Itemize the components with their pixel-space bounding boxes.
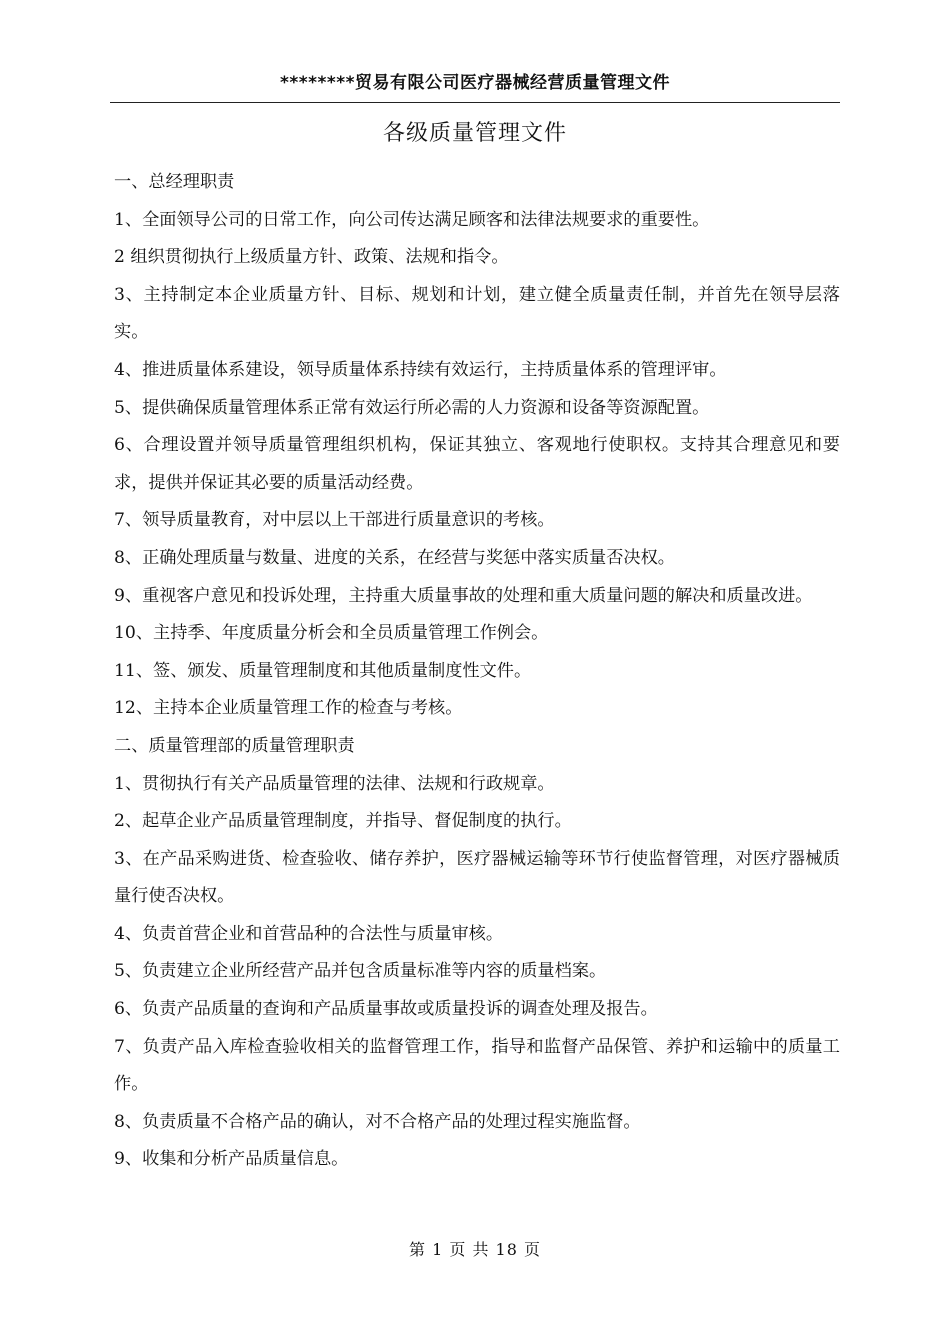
paragraph: 8、负责质量不合格产品的确认，对不合格产品的处理过程实施监督。 <box>114 1111 641 1132</box>
paragraph: 11、签、颁发、质量管理制度和其他质量制度性文件。 <box>114 660 532 681</box>
paragraph: 8、正确处理质量与数量、进度的关系，在经营与奖惩中落实质量否决权。 <box>114 547 675 568</box>
paragraph: 3、在产品采购进货、检查验收、储存养护，医疗器械运输等环节行使监督管理，对医疗器械质量行使否决权。 <box>114 848 840 907</box>
section-heading-quality-department: 二、质量管理部的质量管理职责 <box>114 735 355 756</box>
paragraph: 7、领导质量教育，对中层以上干部进行质量意识的考核。 <box>114 510 555 531</box>
paragraph: 12、主持本企业质量管理工作的检查与考核。 <box>114 698 463 719</box>
paragraph: 2 组织贯彻执行上级质量方针、政策、法规和指令。 <box>114 247 509 268</box>
paragraph: 9、重视客户意见和投诉处理，主持重大质量事故的处理和重大质量问题的解决和质量改进。 <box>114 585 813 606</box>
paragraph: 6、合理设置并领导质量管理组织机构，保证其独立、客观地行使职权。支持其合理意见和要求，提供并保证其必要的质量活动经费。 <box>114 435 840 493</box>
paragraph: 7、负责产品入库检查验收相关的监督管理工作，指导和监督产品保管、养护和运输中的质量工作。 <box>114 1036 840 1095</box>
paragraph: 10、主持季、年度质量分析会和全员质量管理工作例会。 <box>114 623 549 644</box>
paragraph: 4、负责首营企业和首营品种的合法性与质量审核。 <box>114 923 504 944</box>
document-body <box>114 164 840 1179</box>
paragraph: 3、主持制定本企业质量方针、目标、规划和计划，建立健全质量责任制，并首先在领导层落实。 <box>114 284 840 343</box>
page-number-footer: 第 1 页 共 18 页 <box>409 1240 541 1259</box>
paragraph: 5、提供确保质量管理体系正常有效运行所必需的人力资源和设备等资源配置。 <box>114 397 710 418</box>
page-header <box>110 62 840 103</box>
section-heading-general-manager: 一、总经理职责 <box>114 172 235 192</box>
paragraph: 2、起草企业产品质量管理制度，并指导、督促制度的执行。 <box>114 811 572 832</box>
document-title: 各级质量管理文件 <box>382 121 567 146</box>
paragraph: 1、全面领导公司的日常工作，向公司传达满足顾客和法律法规要求的重要性。 <box>114 209 710 230</box>
paragraph: 9、收集和分析产品质量信息。 <box>114 1149 349 1170</box>
paragraph: 4、推进质量体系建设，领导质量体系持续有效运行，主持质量体系的管理评审。 <box>114 359 727 380</box>
paragraph: 5、负责建立企业所经营产品并包含质量标准等内容的质量档案。 <box>114 961 607 982</box>
paragraph: 6、负责产品质量的查询和产品质量事故或质量投诉的调查处理及报告。 <box>114 999 658 1020</box>
company-header-title: ********贸易有限公司医疗器械经营质量管理文件 <box>279 73 671 93</box>
paragraph: 1、贯彻执行有关产品质量管理的法律、法规和行政规章。 <box>114 773 555 794</box>
